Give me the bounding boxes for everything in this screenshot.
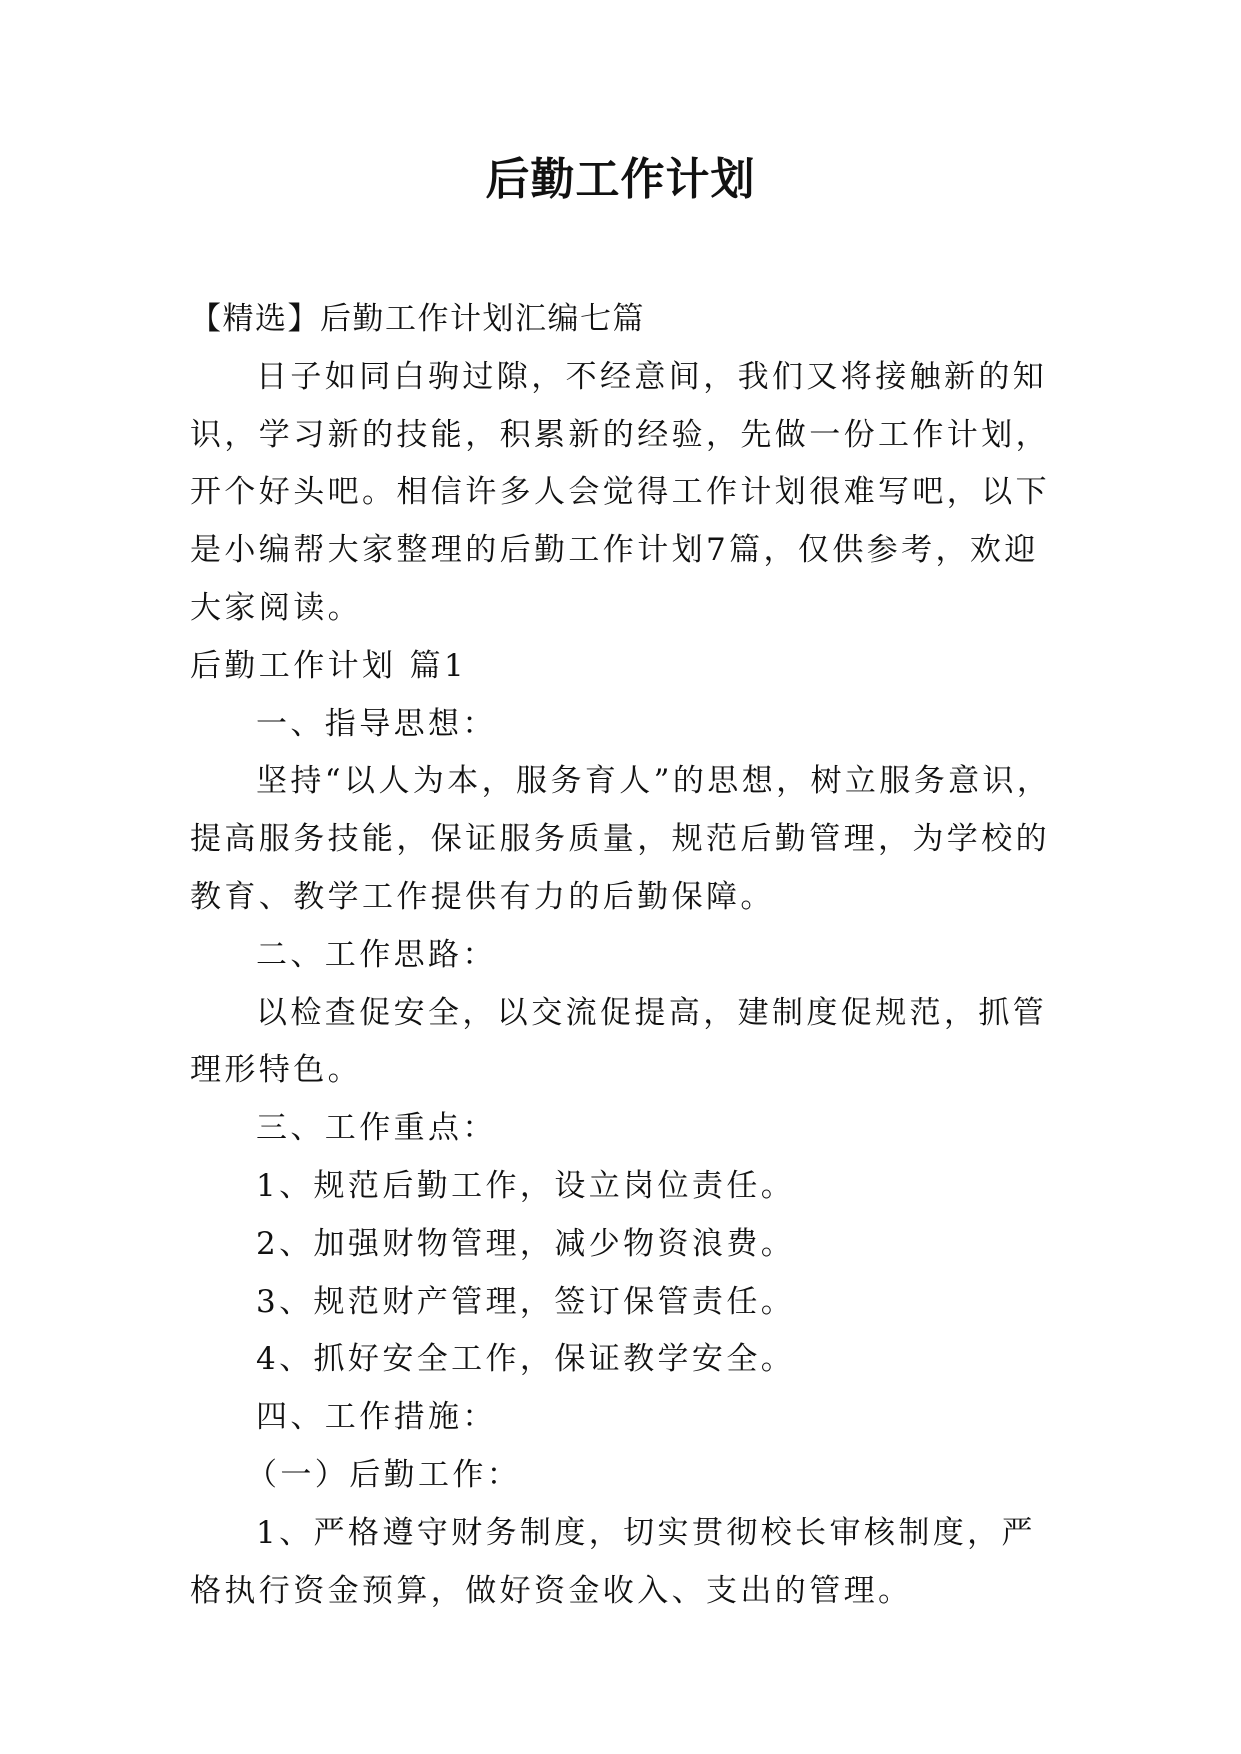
work-focus-item-3: 3、规范财产管理，签订保管责任。 [256,1283,796,1320]
guiding-thought-paragraph: 坚持“以人为本，服务育人”的思想，树立服务意识，提高服务技能，保证服务质量，规范后勤管理，为学校的教育、教学工作提供有力的后勤保障。 [190,763,1052,915]
work-focus-item-4: 4、抓好安全工作，保证教学安全。 [256,1341,796,1378]
work-approach-paragraph: 以检查促安全，以交流促提高，建制度促规范，抓管理形特色。 [190,994,1048,1089]
logistics-item-1: 1、严格遵守财务制度，切实贯彻校长审核制度，严格执行资金预算，做好资金收入、支出的管理。 [190,1514,1036,1609]
heading-guiding-thought: 一、指导思想： [256,705,497,742]
heading-work-measures: 四、工作措施： [256,1399,497,1436]
section-heading-part-1: 后勤工作计划 篇1 [190,647,468,684]
document-body [190,291,1060,1620]
document-subtitle: 【精选】后勤工作计划汇编七篇 [190,301,645,337]
document-title: 后勤工作计划 [485,154,756,205]
heading-work-approach: 二、工作思路： [256,936,497,973]
subheading-logistics-work: （一）后勤工作： [246,1456,522,1493]
work-focus-item-2: 2、加强财物管理，减少物资浪费。 [256,1225,796,1262]
intro-paragraph: 日子如同白驹过隙，不经意间，我们又将接触新的知识，学习新的技能，积累新的经验，先做一份工作计划，开个好头吧。相信许多人会觉得工作计划很难写吧，以下是小编帮大家整理的后勤工作计划7篇，仅供参考，欢迎大家阅读。 [190,358,1050,626]
work-focus-item-1: 1、规范后勤工作，设立岗位责任。 [256,1167,796,1204]
heading-work-focus: 三、工作重点： [256,1110,497,1147]
